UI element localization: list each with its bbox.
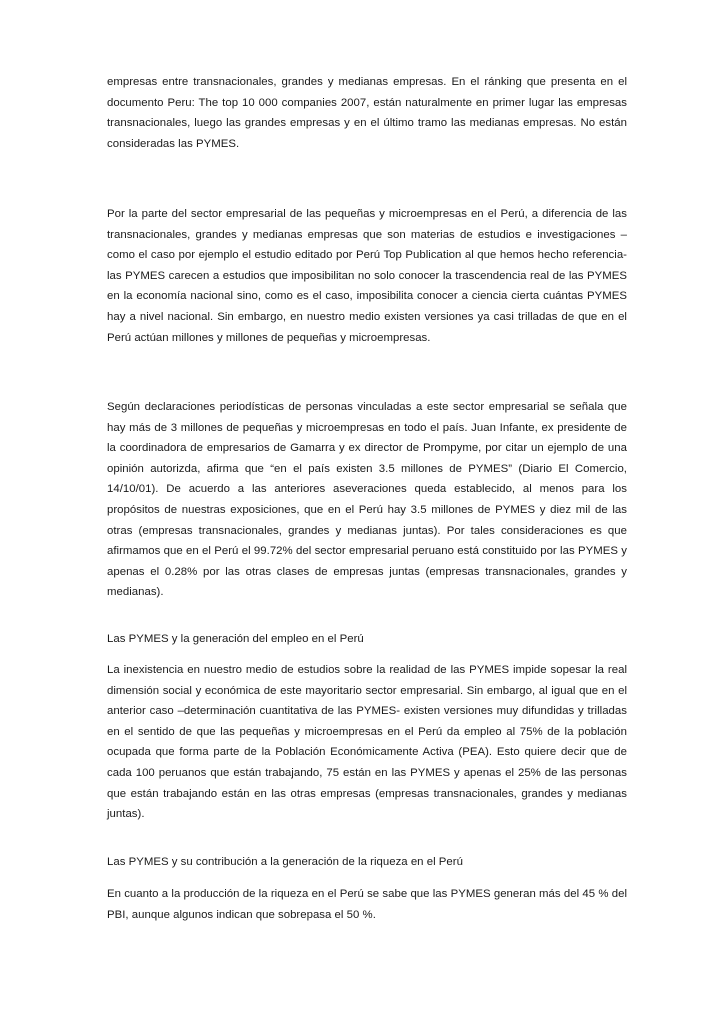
body-paragraph: En cuanto a la producción de la riqueza en el Perú se sabe que las PYMES generan más del 45 % del PBI, aunque algunos indican que sobrepasa el 50 %. (107, 888, 627, 921)
body-paragraph: La inexistencia en nuestro medio de estudios sobre la realidad de las PYMES impide sopesar la real dimensión social y económica de este mayoritario sector empresarial. Sin embargo, al igual que en el anterior caso –determinación cuantitativa de las PYMES- existen versiones muy difundidas y trilladas en el sentido de que las pequeñas y microempresas en el Perú da empleo al 75% de la población ocupada que forma parte de la Población Económicamente Activa (PEA). Esto quiere decir que de cada 100 peruanos que están trabajando, 75 están en las PYMES y apenas el 25% de las personas que están trabajando están en las otras empresas (empresas transnacionales, grandes y medianas juntas). (107, 664, 627, 821)
body-paragraph: Según declaraciones periodísticas de personas vinculadas a este sector empresarial se señala que hay más de 3 millones de pequeñas y microempresas en todo el país. Juan Infante, ex presidente de la coordinadora de empresarios de Gamarra y ex director de Prompyme, por citar un ejemplo de una opinión autorizda, afirma que “en el país existen 3.5 millones de PYMES” (Diario El Comercio, 14/10/01). De acuerdo a las anteriores aseveraciones queda establecido, al menos para los propósitos de nuestras exposiciones, que en el Perú hay 3.5 millones de PYMES y diez mil de las otras (empresas transnacionales, grandes y medianas juntas). Por tales consideraciones es que afirmamos que en el Perú el 99.72% del sector empresarial peruano está constituido por las PYMES y apenas el 0.28% por las otras clases de empresas juntas (empresas transnacionales, grandes y medianas). (107, 401, 627, 599)
section-heading: Las PYMES y su contribución a la generación de la riqueza en el Perú (107, 856, 463, 868)
body-paragraph: Por la parte del sector empresarial de las pequeñas y microempresas en el Perú, a diferencia de las transnacionales, grandes y medianas empresas que son materias de estudios e investigaciones –como el caso por ejemplo el estudio editado por Perú Top Publication al que hemos hecho referencia- las PYMES carecen a estudios que imposibilitan no solo conocer la trascendencia real de las PYMES en la economía nacional sino, como es el caso, imposibilita conocer a ciencia cierta cuántas PYMES hay a nivel nacional. Sin embargo, en nuestro medio existen versiones ya casi trilladas de que en el Perú actúan millones y millones de pequeñas y microempresas. (107, 208, 627, 344)
section-heading: Las PYMES y la generación del empleo en el Perú (107, 633, 364, 645)
body-paragraph: empresas entre transnacionales, grandes y medianas empresas. En el ránking que presenta en el documento Peru: The top 10 000 companies 2007, están naturalmente en primer lugar las empresas transnacionales, luego las grandes empresas y en el último tramo las medianas empresas. No están consideradas las PYMES. (107, 76, 627, 150)
